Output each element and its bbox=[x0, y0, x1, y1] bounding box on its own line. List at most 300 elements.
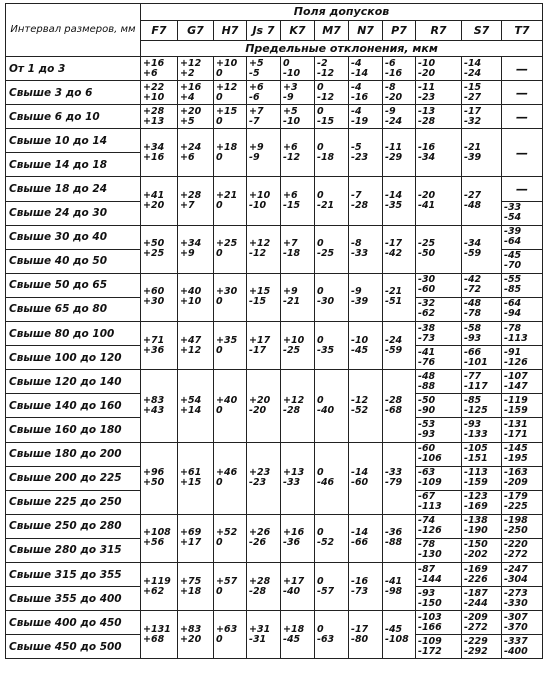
deviation-value: -39 bbox=[464, 151, 482, 163]
r7-cell bbox=[502, 225, 543, 249]
r9-cell bbox=[214, 273, 247, 321]
deviation-value: -79 bbox=[385, 477, 403, 489]
deviation-value: 0 bbox=[216, 477, 223, 489]
deviation-value: +24 bbox=[180, 141, 202, 153]
r18-cell bbox=[502, 490, 543, 514]
deviation-value: -39 bbox=[504, 226, 522, 238]
deviation-value: -272 bbox=[464, 621, 488, 633]
deviation-value: 0 bbox=[216, 151, 223, 163]
r23-cell bbox=[214, 611, 247, 659]
r5-cell bbox=[416, 177, 462, 225]
interval-header: Интервал размеров, мм bbox=[6, 4, 141, 57]
r2-cell bbox=[349, 105, 383, 129]
size-interval-cell: Свыше 160 до 180 bbox=[6, 418, 141, 442]
deviation-value: 0 bbox=[216, 248, 223, 260]
deviation-value: -60 bbox=[418, 284, 436, 296]
r21-cell bbox=[383, 562, 416, 610]
deviation-value: -29 bbox=[385, 151, 403, 163]
deviation-value: +7 bbox=[283, 238, 298, 250]
r17-cell bbox=[502, 466, 543, 490]
deviation-value: -93 bbox=[418, 587, 436, 599]
deviation-value: -41 bbox=[418, 346, 436, 358]
r16-cell bbox=[502, 442, 543, 466]
deviation-value: +4 bbox=[180, 91, 195, 103]
r9-cell bbox=[502, 273, 543, 297]
r11-cell bbox=[281, 322, 315, 370]
tolerance-fields-header: Поля допусков bbox=[141, 4, 543, 21]
r23-cell bbox=[349, 611, 383, 659]
r1-cell bbox=[383, 81, 416, 105]
deviation-value: -80 bbox=[351, 633, 369, 645]
deviation-value: -48 bbox=[464, 298, 482, 310]
size-interval-cell: Свыше 140 до 160 bbox=[6, 394, 141, 418]
deviation-value: +56 bbox=[143, 537, 165, 549]
deviation-value: -400 bbox=[504, 645, 528, 657]
deviation-value: -87 bbox=[418, 563, 436, 575]
deviation-value: -9 bbox=[283, 91, 294, 103]
deviation-value: -98 bbox=[385, 585, 403, 597]
deviation-value: -33 bbox=[385, 467, 403, 479]
deviation-value: -144 bbox=[418, 573, 442, 585]
deviation-value: 0 bbox=[317, 81, 324, 93]
r23-cell bbox=[281, 611, 315, 659]
deviation-value: -45 bbox=[351, 344, 369, 356]
r19-cell bbox=[383, 514, 416, 562]
r19-cell bbox=[178, 514, 214, 562]
r7-cell bbox=[349, 225, 383, 273]
deviation-value: -60 bbox=[351, 477, 369, 489]
deviation-value: -31 bbox=[249, 633, 267, 645]
r7-cell bbox=[383, 225, 416, 273]
r23-cell bbox=[383, 611, 416, 659]
deviation-value: -58 bbox=[464, 322, 482, 334]
deviation-value: -10 bbox=[283, 67, 301, 79]
deviation-value: -42 bbox=[464, 274, 482, 286]
deviation-value: +16 bbox=[143, 57, 165, 69]
deviation-value: -16 bbox=[351, 91, 369, 103]
r10-cell bbox=[462, 297, 502, 321]
deviation-value: -94 bbox=[504, 308, 522, 320]
r17-cell bbox=[462, 466, 502, 490]
deviation-value: -16 bbox=[418, 141, 436, 153]
r3-cell bbox=[416, 129, 462, 177]
r22-cell bbox=[502, 587, 543, 611]
deviation-value: -8 bbox=[385, 81, 396, 93]
deviation-value: -35 bbox=[385, 200, 403, 212]
r0-cell bbox=[383, 57, 416, 81]
deviation-value: -28 bbox=[351, 200, 369, 212]
deviation-value: -12 bbox=[351, 394, 369, 406]
deviation-value: -51 bbox=[385, 296, 403, 308]
table-row bbox=[6, 322, 543, 346]
deviation-value: -10 bbox=[418, 57, 436, 69]
size-interval-cell: Свыше 40 до 50 bbox=[6, 249, 141, 273]
r9-cell bbox=[141, 273, 178, 321]
deviation-value: +12 bbox=[180, 57, 202, 69]
deviation-value: -25 bbox=[283, 344, 301, 356]
deviation-value: +40 bbox=[180, 286, 202, 298]
r16-cell bbox=[178, 442, 214, 514]
deviation-value: -106 bbox=[418, 453, 442, 465]
r11-cell bbox=[383, 322, 416, 370]
deviation-value: +12 bbox=[249, 238, 271, 250]
deviation-value: -107 bbox=[504, 370, 528, 382]
deviation-value: +28 bbox=[143, 105, 165, 117]
deviation-value: +23 bbox=[249, 467, 271, 479]
r13-cell bbox=[178, 370, 214, 442]
deviation-value: -28 bbox=[249, 585, 267, 597]
deviation-value: +17 bbox=[283, 575, 305, 587]
deviation-value: -133 bbox=[464, 428, 488, 440]
r0-cell bbox=[247, 57, 281, 81]
deviation-value: -17 bbox=[249, 344, 267, 356]
size-interval-cell: Свыше 180 до 200 bbox=[6, 442, 141, 466]
deviation-value: -25 bbox=[418, 238, 436, 250]
r5-cell bbox=[462, 177, 502, 225]
tolerance-table bbox=[5, 3, 543, 659]
r12-cell bbox=[502, 346, 543, 370]
deviation-value: -17 bbox=[464, 105, 482, 117]
deviation-value: +108 bbox=[143, 527, 171, 539]
r10-cell bbox=[416, 297, 462, 321]
deviation-value: -50 bbox=[418, 248, 436, 260]
deviation-value: +7 bbox=[249, 105, 264, 117]
deviation-value: +36 bbox=[143, 344, 165, 356]
deviation-value: -11 bbox=[418, 81, 436, 93]
deviation-value: -15 bbox=[317, 115, 335, 127]
deviation-value: -24 bbox=[464, 67, 482, 79]
deviation-value: 0 bbox=[216, 296, 223, 308]
table-row bbox=[6, 611, 543, 635]
deviation-value: 0 bbox=[216, 404, 223, 416]
r16-cell bbox=[416, 442, 462, 466]
r1-cell bbox=[416, 81, 462, 105]
deviation-value: -113 bbox=[464, 467, 488, 479]
size-interval-cell: Свыше 14 до 18 bbox=[6, 153, 141, 177]
deviation-value: -113 bbox=[418, 501, 442, 513]
deviation-value: -36 bbox=[283, 537, 301, 549]
deviation-value: -41 bbox=[385, 575, 403, 587]
deviation-value: -73 bbox=[418, 332, 436, 344]
r2-cell bbox=[214, 105, 247, 129]
r7-cell bbox=[178, 225, 214, 273]
r3-cell bbox=[214, 129, 247, 177]
no-value-dash: — bbox=[502, 57, 543, 81]
deviation-value: -101 bbox=[464, 356, 488, 368]
deviation-value: -26 bbox=[249, 537, 267, 549]
deviation-value: -20 bbox=[385, 91, 403, 103]
r9-cell bbox=[349, 273, 383, 321]
deviation-value: +83 bbox=[180, 623, 202, 635]
deviation-value: -85 bbox=[504, 284, 522, 296]
deviation-value: -17 bbox=[385, 238, 403, 250]
deviation-value: -88 bbox=[385, 537, 403, 549]
table-row bbox=[6, 177, 543, 201]
deviation-value: -12 bbox=[283, 151, 301, 163]
r16-cell bbox=[383, 442, 416, 514]
deviation-value: -91 bbox=[504, 346, 522, 358]
r5-cell bbox=[141, 177, 178, 225]
r11-cell bbox=[462, 322, 502, 346]
col-R7: R7 bbox=[416, 21, 462, 41]
deviation-value: -48 bbox=[464, 200, 482, 212]
deviation-value: -198 bbox=[504, 515, 528, 527]
deviation-value: +5 bbox=[283, 105, 298, 117]
deviation-value: -93 bbox=[418, 428, 436, 440]
deviation-value: -125 bbox=[464, 404, 488, 416]
deviation-value: +15 bbox=[180, 477, 202, 489]
deviation-value: -15 bbox=[283, 200, 301, 212]
table-row bbox=[6, 370, 543, 394]
deviation-value: -273 bbox=[504, 587, 528, 599]
deviation-value: -145 bbox=[504, 443, 528, 455]
deviation-value: +6 bbox=[143, 67, 158, 79]
deviation-value: +15 bbox=[216, 105, 238, 117]
deviation-value: -21 bbox=[283, 296, 301, 308]
deviation-value: +6 bbox=[283, 190, 298, 202]
deviation-value: -20 bbox=[249, 404, 267, 416]
deviation-value: -229 bbox=[464, 635, 488, 647]
deviation-value: -10 bbox=[249, 200, 267, 212]
deviation-value: -78 bbox=[418, 539, 436, 551]
deviation-value: -34 bbox=[464, 238, 482, 250]
size-interval-cell: Свыше 65 до 80 bbox=[6, 297, 141, 321]
deviation-value: -330 bbox=[504, 597, 528, 609]
r23-cell bbox=[247, 611, 281, 659]
deviation-value: -28 bbox=[418, 115, 436, 127]
deviation-value: 0 bbox=[216, 585, 223, 597]
size-interval-cell: Свыше 10 до 14 bbox=[6, 129, 141, 153]
deviation-value: +20 bbox=[249, 394, 271, 406]
deviation-value: +41 bbox=[143, 190, 165, 202]
deviation-value: +30 bbox=[143, 296, 165, 308]
r5-cell bbox=[383, 177, 416, 225]
deviation-value: -70 bbox=[504, 260, 522, 272]
deviation-value: +18 bbox=[180, 585, 202, 597]
r22-cell bbox=[416, 587, 462, 611]
deviation-value: -25 bbox=[317, 248, 335, 260]
deviation-value: -45 bbox=[504, 250, 522, 262]
r1-cell bbox=[247, 81, 281, 105]
r24-cell bbox=[416, 635, 462, 659]
r12-cell bbox=[462, 346, 502, 370]
r13-cell bbox=[349, 370, 383, 442]
r19-cell bbox=[462, 514, 502, 538]
r9-cell bbox=[178, 273, 214, 321]
deviation-value: -20 bbox=[418, 190, 436, 202]
deviation-value: +17 bbox=[180, 537, 202, 549]
size-interval-cell: Свыше 450 до 500 bbox=[6, 635, 141, 659]
deviation-value: +119 bbox=[143, 575, 171, 587]
r1-cell bbox=[349, 81, 383, 105]
r1-cell bbox=[141, 81, 178, 105]
deviation-value: -105 bbox=[464, 443, 488, 455]
r13-cell bbox=[383, 370, 416, 442]
deviation-value: -20 bbox=[418, 67, 436, 79]
r0-cell bbox=[281, 57, 315, 81]
deviation-value: -93 bbox=[464, 418, 482, 430]
r23-cell bbox=[462, 611, 502, 635]
r7-cell bbox=[462, 225, 502, 273]
deviation-value: +10 bbox=[249, 190, 271, 202]
r5-cell bbox=[247, 177, 281, 225]
r9-cell bbox=[315, 273, 349, 321]
deviation-value: -130 bbox=[418, 549, 442, 561]
r2-cell bbox=[141, 105, 178, 129]
deviation-value: -244 bbox=[464, 597, 488, 609]
deviation-value: -17 bbox=[351, 623, 369, 635]
deviation-value: -23 bbox=[418, 91, 436, 103]
deviation-value: +10 bbox=[180, 296, 202, 308]
r7-cell bbox=[214, 225, 247, 273]
deviation-value: +3 bbox=[283, 81, 298, 93]
size-interval-cell: Свыше 6 до 10 bbox=[6, 105, 141, 129]
deviation-value: -12 bbox=[317, 67, 335, 79]
r5-cell bbox=[281, 177, 315, 225]
r0-cell bbox=[416, 57, 462, 81]
deviation-value: 0 bbox=[216, 67, 223, 79]
size-interval-cell: От 1 до 3 bbox=[6, 57, 141, 81]
deviation-value: -10 bbox=[283, 115, 301, 127]
deviation-value: -5 bbox=[351, 141, 362, 153]
r24-cell bbox=[502, 635, 543, 659]
deviation-value: -16 bbox=[385, 67, 403, 79]
deviation-value: -18 bbox=[317, 151, 335, 163]
deviation-value: -163 bbox=[504, 467, 528, 479]
deviation-value: -72 bbox=[464, 284, 482, 296]
deviation-value: 0 bbox=[317, 623, 324, 635]
r12-cell bbox=[416, 346, 462, 370]
deviation-value: -103 bbox=[418, 611, 442, 623]
table-row bbox=[6, 129, 543, 153]
r16-cell bbox=[281, 442, 315, 514]
deviation-value: +15 bbox=[249, 286, 271, 298]
deviation-value: -7 bbox=[351, 190, 362, 202]
r16-cell bbox=[141, 442, 178, 514]
deviation-value: -45 bbox=[385, 623, 403, 635]
deviation-value: -4 bbox=[351, 57, 362, 69]
size-interval-cell: Свыше 355 до 400 bbox=[6, 587, 141, 611]
r21-cell bbox=[502, 562, 543, 586]
deviation-value: +26 bbox=[249, 527, 271, 539]
r5-cell bbox=[349, 177, 383, 225]
deviation-value: -109 bbox=[418, 477, 442, 489]
size-interval-cell: Свыше 30 до 40 bbox=[6, 225, 141, 249]
r19-cell bbox=[349, 514, 383, 562]
r8-cell bbox=[502, 249, 543, 273]
deviation-value: -117 bbox=[464, 380, 488, 392]
deviation-value: -119 bbox=[504, 394, 528, 406]
deviation-value: +83 bbox=[143, 394, 165, 406]
table-row bbox=[6, 273, 543, 297]
deviation-value: -33 bbox=[351, 248, 369, 260]
deviation-value: -53 bbox=[418, 418, 436, 430]
deviation-value: -195 bbox=[504, 453, 528, 465]
deviation-value: +43 bbox=[143, 404, 165, 416]
r3-cell bbox=[349, 129, 383, 177]
no-value-dash: — bbox=[502, 129, 543, 177]
deviation-value: +12 bbox=[180, 344, 202, 356]
r13-cell bbox=[462, 370, 502, 394]
deviation-value: -24 bbox=[385, 334, 403, 346]
deviation-value: -179 bbox=[504, 491, 528, 503]
deviation-value: +16 bbox=[143, 151, 165, 163]
deviation-value: -15 bbox=[249, 296, 267, 308]
deviation-value: -63 bbox=[317, 633, 335, 645]
deviation-value: -28 bbox=[283, 404, 301, 416]
r21-cell bbox=[281, 562, 315, 610]
r3-cell bbox=[247, 129, 281, 177]
deviation-value: 0 bbox=[216, 633, 223, 645]
deviation-value: -48 bbox=[418, 370, 436, 382]
r16-cell bbox=[247, 442, 281, 514]
r2-cell bbox=[416, 105, 462, 129]
table-row bbox=[6, 562, 543, 586]
deviation-value: +12 bbox=[283, 394, 305, 406]
deviation-value: +18 bbox=[216, 141, 238, 153]
deviation-value: -150 bbox=[418, 597, 442, 609]
size-interval-cell: Свыше 250 до 280 bbox=[6, 514, 141, 538]
deviation-value: -187 bbox=[464, 587, 488, 599]
deviation-value: -6 bbox=[249, 91, 260, 103]
deviation-value: -292 bbox=[464, 645, 488, 657]
deviation-value: -370 bbox=[504, 621, 528, 633]
deviation-value: -59 bbox=[385, 344, 403, 356]
deviation-value: -131 bbox=[504, 418, 528, 430]
deviation-value: +10 bbox=[143, 91, 165, 103]
deviation-value: +75 bbox=[180, 575, 202, 587]
r0-cell bbox=[462, 57, 502, 81]
deviation-value: -67 bbox=[418, 491, 436, 503]
deviation-value: +46 bbox=[216, 467, 238, 479]
deviation-value: 0 bbox=[216, 115, 223, 127]
deviation-value: +30 bbox=[216, 286, 238, 298]
r16-cell bbox=[462, 442, 502, 466]
deviation-value: 0 bbox=[317, 527, 324, 539]
r2-cell bbox=[315, 105, 349, 129]
r11-cell bbox=[141, 322, 178, 370]
deviation-value: -39 bbox=[351, 296, 369, 308]
r0-cell bbox=[141, 57, 178, 81]
col-P7: P7 bbox=[383, 21, 416, 41]
deviation-value: -171 bbox=[504, 428, 528, 440]
deviation-value: -78 bbox=[504, 322, 522, 334]
deviation-value: +12 bbox=[216, 81, 238, 93]
deviation-value: -147 bbox=[504, 380, 528, 392]
size-interval-cell: Свыше 24 до 30 bbox=[6, 201, 141, 225]
r23-cell bbox=[178, 611, 214, 659]
table-row bbox=[6, 105, 543, 129]
r9-cell bbox=[383, 273, 416, 321]
deviation-value: -14 bbox=[351, 527, 369, 539]
deviation-value: +50 bbox=[143, 477, 165, 489]
deviation-value: +16 bbox=[283, 527, 305, 539]
deviation-value: -12 bbox=[317, 91, 335, 103]
deviation-value: -40 bbox=[283, 585, 301, 597]
deviation-value: -24 bbox=[385, 115, 403, 127]
deviation-value: 0 bbox=[216, 91, 223, 103]
size-interval-cell: Свыше 18 до 24 bbox=[6, 177, 141, 201]
deviation-value: -57 bbox=[317, 585, 335, 597]
deviation-value: -169 bbox=[464, 501, 488, 513]
col-S7: S7 bbox=[462, 21, 502, 41]
deviation-value: -150 bbox=[464, 539, 488, 551]
r22-cell bbox=[462, 587, 502, 611]
deviation-value: +47 bbox=[180, 334, 202, 346]
deviation-value: +69 bbox=[180, 527, 202, 539]
deviation-value: -14 bbox=[351, 467, 369, 479]
deviation-value: -113 bbox=[504, 332, 528, 344]
